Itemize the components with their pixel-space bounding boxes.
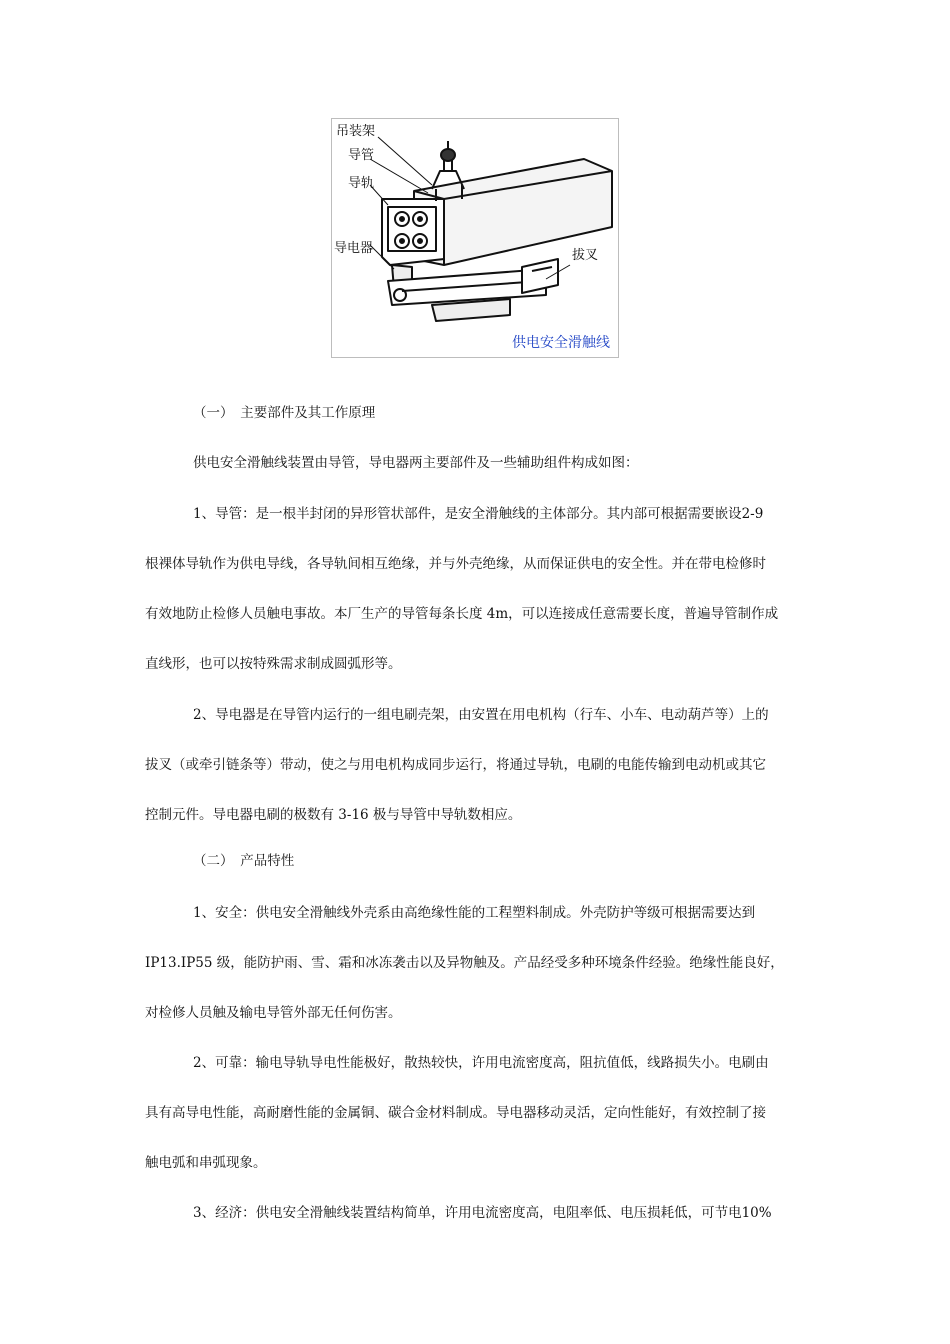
paragraph-line: 具有高导电性能，高耐磨性能的金属铜、碳合金材料制成。导电器移动灵活，定向性能好，有效控制了接: [145, 1105, 766, 1121]
section-heading-1: （一） 主要部件及其工作原理: [193, 405, 376, 421]
paragraph-line: 3、经济：供电安全滑触线装置结构简单，许用电流密度高，电阻率低、电压损耗低，可节电10%: [193, 1205, 772, 1221]
paragraph-line: 2、导电器是在导管内运行的一组电刷壳架，由安置在用电机构（行车、小车、电动葫芦等）上的: [193, 707, 769, 723]
paragraph-line: 拔叉（或牵引链条等）带动，使之与用电机构成同步运行，将通过导轨，电刷的电能传输到电动机或其它: [145, 757, 766, 773]
paragraph-line: 控制元件。导电器电刷的极数有 3-16 极与导管中导轨数相应。: [145, 807, 522, 823]
paragraph-line: 1、安全：供电安全滑触线外壳系由高绝缘性能的工程塑料制成。外壳防护等级可根据需要达到: [193, 905, 756, 921]
label-hanger: 吊装架: [336, 124, 376, 139]
paragraph-intro: 供电安全滑触线装置由导管，导电器两主要部件及一些辅助组件构成如图：: [193, 455, 639, 471]
paragraph-line: 根裸体导轨作为供电导线，各导轨间相互绝缘，并与外壳绝缘，从而保证供电的安全性。并在带电检修时: [145, 556, 766, 572]
label-rail: 导轨: [348, 176, 375, 191]
busbar-drawing: [332, 119, 620, 359]
paragraph-line: 1、导管：是一根半封闭的异形管状部件，是安全滑触线的主体部分。其内部可根据需要嵌设2-9: [193, 506, 764, 522]
paragraph-line: 2、可靠：输电导轨导电性能极好，散热较快，许用电流密度高，阻抗值低，线路损失小。电刷由: [193, 1055, 769, 1071]
paragraph-line: 对检修人员触及输电导管外部无任何伤害。: [145, 1005, 402, 1021]
figure-caption: 供电安全滑触线: [512, 335, 610, 351]
paragraph-line: IP13.IP55 级，能防护雨、雪、霜和冰冻袭击以及异物触及。产品经受多种环境条件经验。绝缘性能良好，: [145, 955, 784, 971]
busbar-diagram: [331, 118, 619, 358]
label-conduit: 导管: [348, 148, 375, 163]
paragraph-line: 触电弧和串弧现象。: [145, 1155, 267, 1171]
paragraph-line: 有效地防止检修人员触电事故。本厂生产的导管每条长度 4m，可以连接成任意需要长度，普遍导管制作成: [145, 606, 779, 622]
paragraph-line: 直线形，也可以按特殊需求制成圆弧形等。: [145, 656, 402, 672]
label-collector: 导电器: [334, 241, 374, 256]
section-heading-2: （二） 产品特性: [193, 853, 295, 869]
label-fork: 拔叉: [572, 248, 599, 263]
